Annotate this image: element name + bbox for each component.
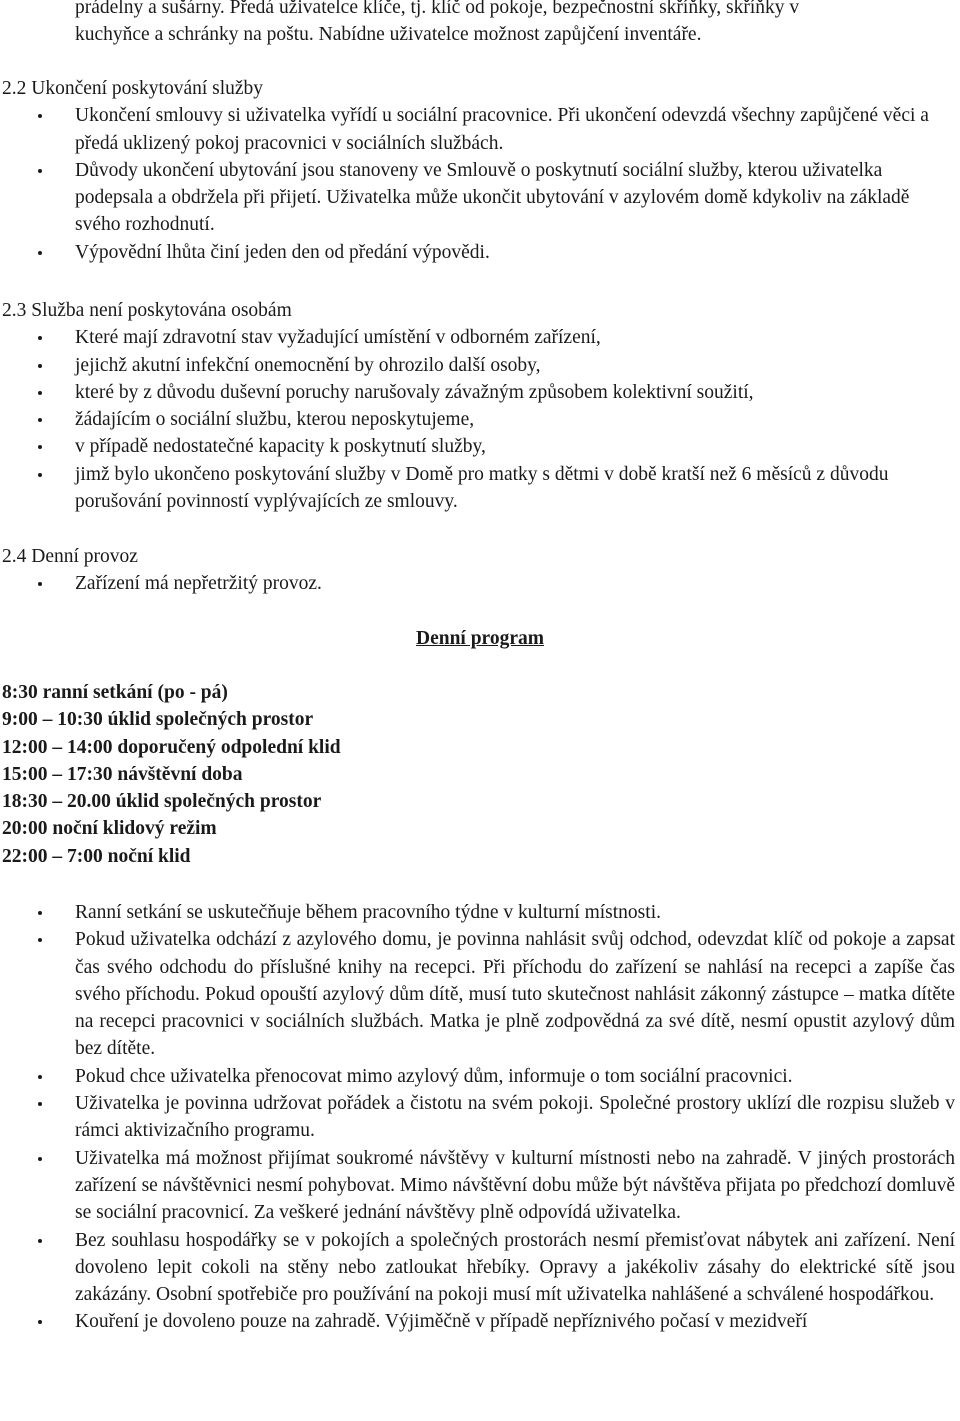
intro-line-1: prádelny a sušárny. Předá uživatelce klíče, tj. klíč od pokoje, bezpečnostní skříňky, skříňky v — [75, 0, 800, 18]
list-item: v případě nedostatečné kapacity k poskytnutí služby, — [0, 433, 955, 460]
section-2-4 — [0, 543, 960, 598]
daily-program-title: Denní program — [415, 628, 545, 649]
section-2-4-list — [0, 570, 960, 597]
list-item: Zařízení má nepřetržitý provoz. — [0, 570, 955, 597]
list-item: které by z důvodu duševní poruchy narušovaly závažným způsobem kolektivní soužití, — [0, 379, 955, 406]
daily-schedule — [2, 679, 341, 870]
list-item: Pokud uživatelka odchází z azylového domu, je povinna nahlásit svůj odchod, odevzdat klíč od pokoje a zapsat čas svého odchodu do příslušné knihy na recepci. Při příchodu do zařízení se nahlásí na recepci a zapíše čas svého příchodu. Pokud opouští azylový dům dítě, musí tuto skutečnost nahlásit zákonný zástupce – matka dítěte na recepci pracovnici v sociálních službách. Matka je plně zodpovědná za své dítě, nesmí opustit azylový dům bez dítěte. — [0, 926, 955, 1062]
list-item: Výpovědní lhůta činí jeden den od předání výpovědi. — [0, 239, 955, 266]
section-2-3-list — [0, 324, 960, 515]
section-2-2-list — [0, 102, 960, 266]
rules-list — [0, 899, 960, 1336]
list-item: Které mají zdravotní stav vyžadující umístění v odborném zařízení, — [0, 324, 955, 351]
schedule-line: 8:30 ranní setkání (po - pá) — [2, 682, 228, 703]
section-heading: 2.3 Služba není poskytována osobám — [2, 300, 292, 321]
schedule-line: 15:00 – 17:30 návštěvní doba — [2, 763, 243, 785]
intro-line-2: kuchyňce a schránky na poštu. Nabídne uživatelce možnost zapůjčení inventáře. — [75, 24, 702, 46]
list-item: Uživatelka je povinna udržovat pořádek a čistotu na svém pokoji. Společné prostory uklízí dle rozpisu služeb v rámci aktivizačního programu. — [0, 1090, 955, 1145]
schedule-line: 18:30 – 20.00 úklid společných prostor — [2, 791, 322, 813]
list-item: žádajícím o sociální službu, kterou neposkytujeme, — [0, 406, 955, 433]
section-2-2 — [0, 75, 960, 266]
schedule-line: 12:00 – 14:00 doporučený odpolední klid — [2, 736, 341, 758]
list-item: Důvody ukončení ubytování jsou stanoveny ve Smlouvě o poskytnutí sociální služby, kterou uživatelka podepsala a obdržela při přijetí. Uživatelka může ukončit ubytování v azylovém domě kdykoliv na základě svého rozhodnutí. — [0, 157, 955, 239]
list-item: jejichž akutní infekční onemocnění by ohrozilo další osoby, — [0, 352, 955, 379]
daily-program-rules — [0, 899, 960, 1336]
list-item: Pokud chce uživatelka přenocovat mimo azylový dům, informuje o tom sociální pracovnici. — [0, 1063, 955, 1090]
list-item: Ranní setkání se uskutečňuje během pracovního týdne v kulturní místnosti. — [0, 899, 955, 926]
list-item: jimž bylo ukončeno poskytování služby v Domě pro matky s dětmi v době kratší než 6 měsíců z důvodu porušování povinností vyplývajících ze smlouvy. — [0, 461, 890, 516]
section-heading: 2.4 Denní provoz — [2, 546, 138, 567]
list-item: Uživatelka má možnost přijímat soukromé návštěvy v kulturní místnosti nebo na zahradě. V jiných prostorách zařízení se návštěvnici nesmí pohybovat. Mimo návštěvní dobu může být návštěva přijata po předchozí domluvě se sociální pracovnicí. Za veškeré jednání návštěvy plně odpovídá uživatelka. — [0, 1145, 955, 1227]
intro-text — [75, 0, 957, 49]
schedule-line: 20:00 noční klidový režim — [2, 818, 217, 840]
list-item: Ukončení smlouvy si uživatelka vyřídí u sociální pracovnice. Při ukončení odevzdá všechny zapůjčené věci a předá uklizený pokoj pracovnici v sociálních službách. — [0, 102, 955, 157]
schedule-line: 9:00 – 10:30 úklid společných prostor — [2, 709, 314, 731]
schedule-line: 22:00 – 7:00 noční klid — [2, 845, 191, 867]
section-heading: 2.2 Ukončení poskytování služby — [2, 78, 264, 99]
list-item: Kouření je dovoleno pouze na zahradě. Výjiměčně v případě nepříznivého počasí v mezidveří — [0, 1308, 955, 1335]
list-item: Bez souhlasu hospodářky se v pokojích a společných prostorách nesmí přemisťovat nábytek ani zařízení. Není dovoleno lepit cokoli na stěny nebo zatloukat hřebíky. Opravy a jakékoliv zásahy do elektrické sítě jsou zakázány. Osobní spotřebiče pro používání na pokoji musí mít uživatelka nahlášené a schválené hospodářkou. — [0, 1227, 955, 1309]
section-2-3 — [0, 297, 960, 515]
